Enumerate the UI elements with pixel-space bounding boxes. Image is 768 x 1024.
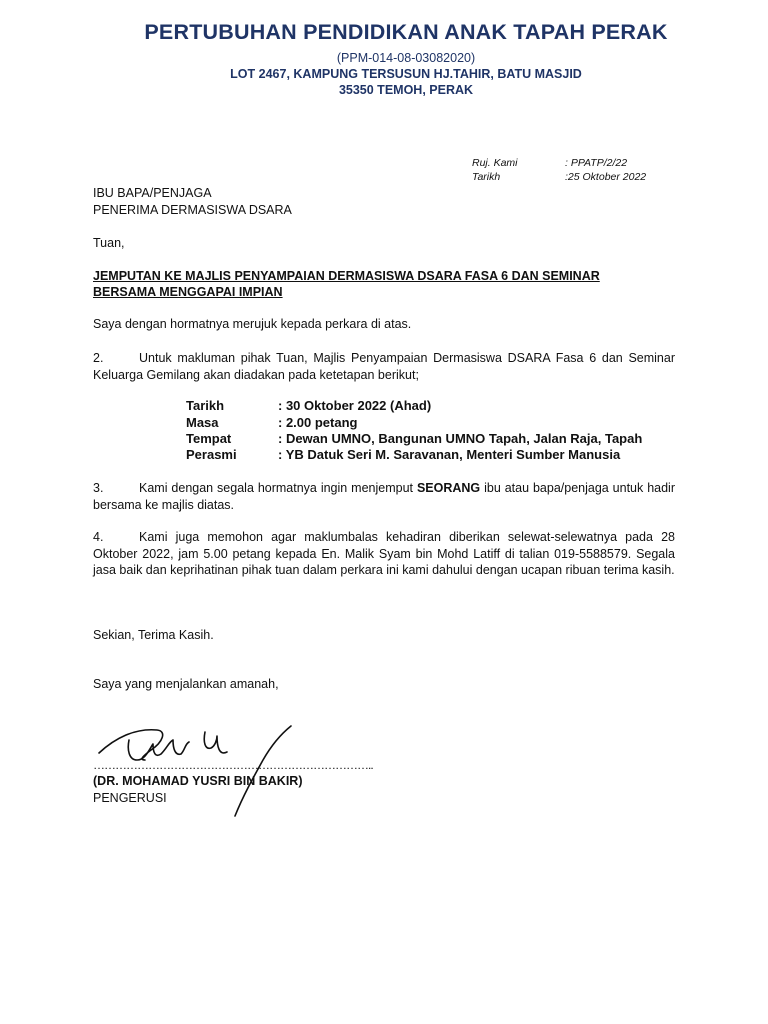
paragraph-4-text: Kami juga memohon agar maklumbalas kehadiran diberikan selewat-selewatnya pada 28 Oktober 2022, jam 5.00 petang kepada En. Malik Syam bin Mohd Latiff di talian 019-5588579. Segala jasa baik dan keprihatinan pihak tuan dalam perkara ini kami dahului dengan ucapan ribuan terima kasih. <box>93 530 675 577</box>
detail-label: Tempat <box>186 431 232 446</box>
paragraph-3-text-a: Kami dengan segala hormatnya ingin menjemput <box>139 481 414 495</box>
paragraph-2-text: Untuk makluman pihak Tuan, Majlis Penyampaian Dermasiswa DSARA Fasa 6 dan Seminar Keluarga Gemilang akan diadakan pada ketetapan berikut; <box>93 351 675 382</box>
closing-line: Sekian, Terima Kasih. <box>93 628 214 642</box>
paragraph-1: Saya dengan hormatnya merujuk kepada perkara di atas. <box>93 317 412 331</box>
signatory-title: PENGERUSI <box>93 791 167 805</box>
paragraph-2-number: 2. <box>93 351 104 365</box>
salutation: Tuan, <box>93 236 125 250</box>
paragraph-3-emphasis: SEORANG <box>416 481 481 495</box>
date-label: Tarikh <box>472 171 501 183</box>
detail-value: : YB Datuk Seri M. Saravanan, Menteri Sumber Manusia <box>278 447 621 462</box>
reference-value: : PPATP/2/22 <box>565 157 628 169</box>
paragraph-2 <box>93 350 675 383</box>
detail-label: Perasmi <box>186 447 237 462</box>
date-value: :25 Oktober 2022 <box>565 171 647 183</box>
signatory-name: (DR. MOHAMAD YUSRI BIN BAKIR) <box>93 774 303 788</box>
detail-label: Masa <box>186 415 219 430</box>
org-name: PERTUBUHAN PENDIDIKAN ANAK TAPAH PERAK <box>144 20 668 44</box>
letter-subject: JEMPUTAN KE MAJLIS PENYAMPAIAN DERMASISWA DSARA FASA 6 DAN SEMINAR BERSAMA MENGGAPAI IMPIAN <box>93 269 600 299</box>
paragraph-4 <box>93 529 675 579</box>
org-address-line2: 35350 TEMOH, PERAK <box>338 83 474 97</box>
org-registration: (PPM-014-08-03082020) <box>336 51 476 65</box>
org-address-line1: LOT 2467, KAMPUNG TERSUSUN HJ.TAHIR, BATU MASJID <box>230 67 582 81</box>
paragraph-3 <box>93 480 675 513</box>
paragraph-4-number: 4. <box>93 530 104 544</box>
recipient-line2: PENERIMA DERMASISWA DSARA <box>93 203 292 217</box>
detail-value: : Dewan UMNO, Bangunan UMNO Tapah, Jalan Raja, Tapah <box>278 431 643 446</box>
detail-value: : 2.00 petang <box>278 415 358 430</box>
detail-value: : 30 Oktober 2022 (Ahad) <box>278 398 432 413</box>
detail-label: Tarikh <box>186 398 225 413</box>
recipient-line1: IBU BAPA/PENJAGA <box>93 186 212 200</box>
closing-trust-line: Saya yang menjalankan amanah, <box>93 677 279 691</box>
reference-label: Ruj. Kami <box>472 157 518 169</box>
paragraph-3-number: 3. <box>93 481 104 495</box>
paragraph-3-text-b: ibu atau bapa/penjaga untuk hadir bersama ke majlis diatas. <box>93 481 675 512</box>
signature-line: ………………………………………………………………….. <box>93 758 373 772</box>
